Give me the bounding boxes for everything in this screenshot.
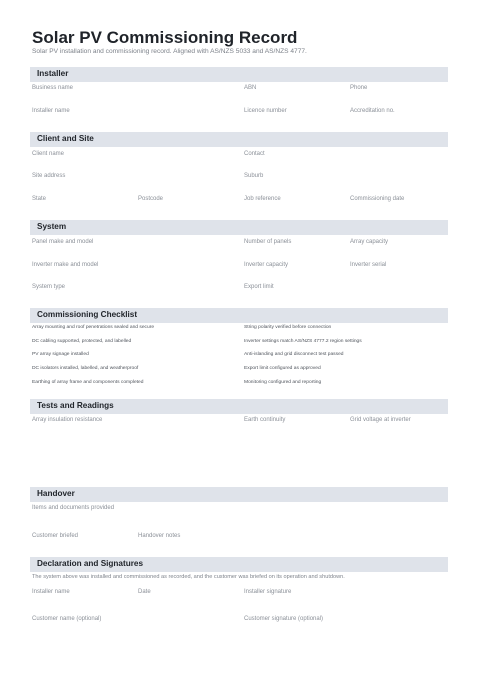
checklist-item[interactable]: Anti-islanding and grid disconnect test passed xyxy=(244,352,344,357)
inverter-serial-field[interactable]: Inverter serial xyxy=(350,262,387,268)
inverter-make-field[interactable]: Inverter make and model xyxy=(32,262,99,268)
page-subtitle: Solar PV installation and commissioning record. Aligned with AS/NZS 5033 and AS/NZS 4777. xyxy=(32,48,307,55)
insulation-resistance-field[interactable]: Array insulation resistance xyxy=(32,417,103,423)
checklist-item[interactable]: PV array signage installed xyxy=(32,352,89,357)
checklist-item[interactable]: DC cabling supported, protected, and labelled xyxy=(32,339,132,344)
section-tests xyxy=(30,399,448,414)
section-heading: Installer xyxy=(37,69,69,78)
customer-briefed-field[interactable]: Customer briefed xyxy=(32,533,79,539)
declaration-statement: The system above was installed and commissioned as recorded, and the customer was briefed on its operation and shutdown. xyxy=(32,574,345,580)
customer-name-field[interactable]: Customer name (optional) xyxy=(32,616,102,622)
commissioning-date-field[interactable]: Commissioning date xyxy=(350,196,405,202)
section-heading: Handover xyxy=(37,489,75,498)
checklist-item[interactable]: Inverter settings match AS/NZS 4777.2 region settings xyxy=(244,339,362,344)
section-handover xyxy=(30,487,448,502)
client-name-field[interactable]: Client name xyxy=(32,151,65,157)
postcode-field[interactable]: Postcode xyxy=(138,196,164,202)
grid-voltage-field[interactable]: Grid voltage at inverter xyxy=(350,417,411,423)
checklist-item[interactable]: DC isolators installed, labelled, and weatherproof xyxy=(32,366,139,371)
section-declaration xyxy=(30,557,448,572)
system-type-field[interactable]: System type xyxy=(32,284,66,290)
export-limit-field[interactable]: Export limit xyxy=(244,284,274,290)
checklist-item[interactable]: Earthing of array frame and components completed xyxy=(32,380,144,385)
section-system xyxy=(30,220,448,235)
job-reference-field[interactable]: Job reference xyxy=(244,196,281,202)
inverter-capacity-field[interactable]: Inverter capacity xyxy=(244,262,289,268)
phone-field[interactable]: Phone xyxy=(350,85,368,91)
customer-signature-field[interactable]: Customer signature (optional) xyxy=(244,616,324,622)
checklist-item[interactable]: Monitoring configured and reporting xyxy=(244,380,322,385)
section-installer xyxy=(30,67,448,82)
handover-notes-field[interactable]: Handover notes xyxy=(138,533,181,539)
checklist-item[interactable]: Array mounting and roof penetrations sealed and secure xyxy=(32,325,155,330)
array-capacity-field[interactable]: Array capacity xyxy=(350,239,389,245)
accreditation-field[interactable]: Accreditation no. xyxy=(350,108,395,114)
installer-name-field[interactable]: Installer name xyxy=(32,108,70,114)
number-of-panels-field[interactable]: Number of panels xyxy=(244,239,292,245)
suburb-field[interactable]: Suburb xyxy=(244,173,264,179)
page-title: Solar PV Commissioning Record xyxy=(32,28,298,47)
business-name-field[interactable]: Business name xyxy=(32,85,74,91)
section-checklist xyxy=(30,308,448,323)
checklist-item[interactable]: String polarity verified before connection xyxy=(244,325,332,330)
panel-make-field[interactable]: Panel make and model xyxy=(32,239,94,245)
state-field[interactable]: State xyxy=(32,196,47,202)
contact-field[interactable]: Contact xyxy=(244,151,265,157)
installer-name-signoff-field[interactable]: Installer name xyxy=(32,589,70,595)
section-heading: System xyxy=(37,222,67,231)
section-heading: Tests and Readings xyxy=(37,401,114,410)
licence-number-field[interactable]: Licence number xyxy=(244,108,287,114)
section-heading: Declaration and Signatures xyxy=(37,559,144,568)
section-heading: Client and Site xyxy=(37,134,94,143)
installer-signature-field[interactable]: Installer signature xyxy=(244,589,292,595)
earth-continuity-field[interactable]: Earth continuity xyxy=(244,417,286,423)
checklist-item[interactable]: Export limit configured as approved xyxy=(244,366,321,371)
items-provided-field[interactable]: Items and documents provided xyxy=(32,505,115,511)
section-client xyxy=(30,132,448,147)
section-heading: Commissioning Checklist xyxy=(37,310,138,319)
date-field[interactable]: Date xyxy=(138,589,151,595)
site-address-field[interactable]: Site address xyxy=(32,173,66,179)
abn-field[interactable]: ABN xyxy=(244,85,257,91)
